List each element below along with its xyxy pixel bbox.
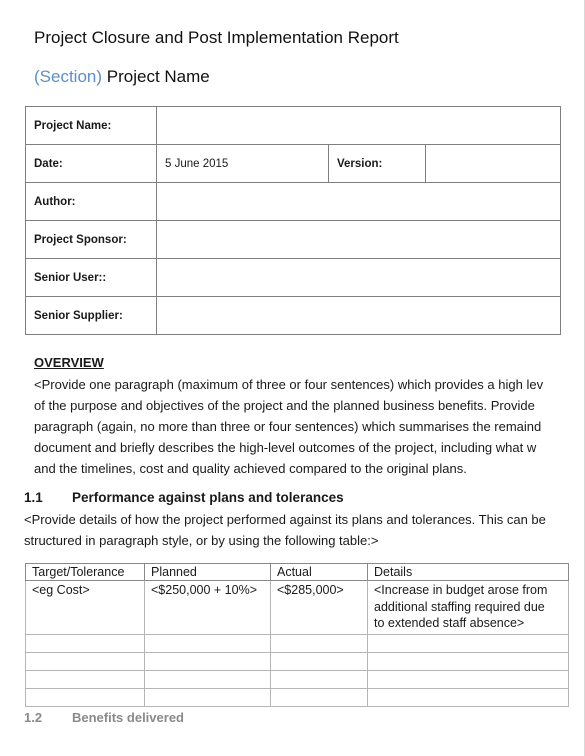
project-info-table bbox=[25, 106, 561, 335]
performance-section-number: 1.1 bbox=[24, 490, 43, 505]
empty-cell[interactable] bbox=[368, 671, 569, 689]
performance-section-title: Performance against plans and tolerances bbox=[72, 490, 344, 505]
benefits-section-title: Benefits delivered bbox=[72, 710, 184, 725]
overview-line: document and briefly describes the high-level outcomes of the project, including what w bbox=[34, 440, 537, 455]
subtitle-section-tag: (Section) bbox=[34, 67, 103, 86]
table-row-empty bbox=[26, 653, 569, 671]
cell-actual[interactable]: <$285,000> bbox=[271, 581, 368, 635]
cell-details[interactable] bbox=[368, 581, 569, 635]
table-row bbox=[26, 581, 569, 635]
performance-table bbox=[25, 563, 569, 707]
empty-cell[interactable] bbox=[368, 653, 569, 671]
version-field[interactable] bbox=[426, 145, 561, 183]
benefits-section-number: 1.2 bbox=[24, 710, 43, 725]
overview-line: paragraph (again, no more than three or four sentences) which summarises the remaind bbox=[34, 419, 542, 434]
empty-cell[interactable] bbox=[26, 653, 145, 671]
version-label: Version: bbox=[329, 145, 426, 183]
info-row-sponsor bbox=[26, 221, 561, 259]
senior-user-field[interactable] bbox=[157, 259, 561, 297]
performance-line: <Provide details of how the project performed against its plans and tolerances. This can be bbox=[24, 512, 546, 527]
empty-cell[interactable] bbox=[26, 689, 145, 707]
project-name-field[interactable] bbox=[157, 107, 561, 145]
empty-cell[interactable] bbox=[271, 671, 368, 689]
info-row-project-name bbox=[26, 107, 561, 145]
empty-cell[interactable] bbox=[145, 671, 271, 689]
cell-planned[interactable]: <$250,000 + 10%> bbox=[145, 581, 271, 635]
senior-user-label: Senior User:: bbox=[26, 259, 157, 297]
cell-target[interactable]: <eg Cost> bbox=[26, 581, 145, 635]
empty-cell[interactable] bbox=[368, 689, 569, 707]
empty-cell[interactable] bbox=[368, 635, 569, 653]
sponsor-label: Project Sponsor: bbox=[26, 221, 157, 259]
col-header-details: Details bbox=[368, 564, 569, 581]
subtitle-project-name: Project Name bbox=[106, 67, 210, 86]
empty-cell[interactable] bbox=[271, 653, 368, 671]
table-row-empty bbox=[26, 635, 569, 653]
info-row-senior-supplier bbox=[26, 297, 561, 335]
details-line: to extended staff absence> bbox=[374, 616, 525, 630]
overview-line: <Provide one paragraph (maximum of three or four sentences) which provides a high lev bbox=[34, 377, 544, 392]
empty-cell[interactable] bbox=[271, 635, 368, 653]
col-header-target: Target/Tolerance bbox=[26, 564, 145, 581]
performance-table-header bbox=[26, 564, 569, 581]
performance-line: structured in paragraph style, or by using the following table:> bbox=[24, 533, 379, 548]
info-row-senior-user bbox=[26, 259, 561, 297]
senior-supplier-field[interactable] bbox=[157, 297, 561, 335]
col-header-planned: Planned bbox=[145, 564, 271, 581]
table-row-empty bbox=[26, 689, 569, 707]
details-line: <Increase in budget arose from bbox=[374, 583, 548, 597]
empty-cell[interactable] bbox=[145, 635, 271, 653]
author-field[interactable] bbox=[157, 183, 561, 221]
document-subtitle bbox=[34, 67, 210, 87]
details-line: additional staffing required due bbox=[374, 599, 545, 614]
author-label: Author: bbox=[26, 183, 157, 221]
empty-cell[interactable] bbox=[26, 671, 145, 689]
overview-line: and the timelines, cost and quality achieved compared to the original plans. bbox=[34, 461, 467, 476]
table-row-empty bbox=[26, 671, 569, 689]
document-title: Project Closure and Post Implementation Report bbox=[34, 28, 399, 47]
col-header-actual: Actual bbox=[271, 564, 368, 581]
date-label: Date: bbox=[26, 145, 157, 183]
project-name-label: Project Name: bbox=[26, 107, 157, 145]
date-field[interactable]: 5 June 2015 bbox=[157, 145, 329, 183]
performance-paragraph bbox=[24, 509, 569, 551]
empty-cell[interactable] bbox=[145, 653, 271, 671]
info-row-author bbox=[26, 183, 561, 221]
overview-line: of the purpose and objectives of the project and the planned business benefits. Provide bbox=[34, 398, 535, 413]
empty-cell[interactable] bbox=[26, 635, 145, 653]
senior-supplier-label: Senior Supplier: bbox=[26, 297, 157, 335]
empty-cell[interactable] bbox=[271, 689, 368, 707]
empty-cell[interactable] bbox=[145, 689, 271, 707]
info-row-date bbox=[26, 145, 561, 183]
benefits-heading bbox=[24, 710, 184, 725]
sponsor-field[interactable] bbox=[157, 221, 561, 259]
performance-heading bbox=[24, 490, 344, 505]
overview-paragraph bbox=[34, 374, 560, 479]
overview-heading: OVERVIEW bbox=[34, 355, 104, 370]
